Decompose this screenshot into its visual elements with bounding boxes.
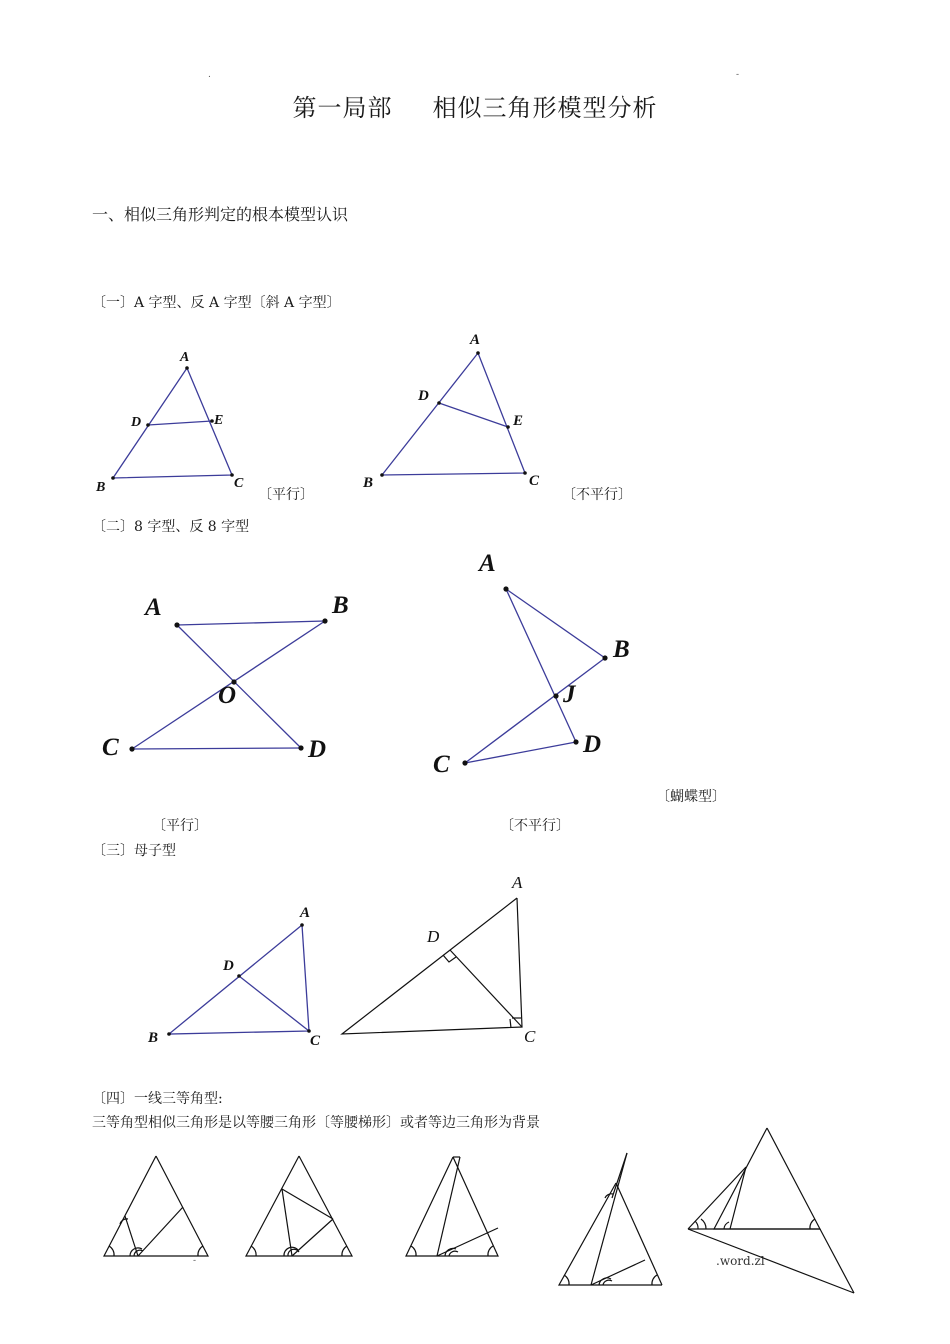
fig-three-angles-1-triangle xyxy=(104,1156,208,1256)
fig-three-angles-5-line-3 xyxy=(688,1229,854,1293)
fig-three-angles-2-line-1 xyxy=(282,1189,333,1219)
fig-three-angles-5-line-4 xyxy=(820,1229,854,1293)
part2-label-parallel: 〔平行〕 xyxy=(152,818,208,834)
fig-three-angles-1 xyxy=(104,1156,208,1256)
part3-heading: 〔三〕母子型 xyxy=(92,843,176,859)
fig-a-nonparallel-label-b: B xyxy=(363,475,374,491)
fig-three-angles-2-triangle xyxy=(246,1156,352,1256)
fig-mother-child-1-label-d: D xyxy=(223,958,234,974)
fig-a-parallel-label-a: A xyxy=(180,350,190,365)
fig-three-angles-4-line-4 xyxy=(591,1260,645,1285)
fig-a-parallel-label-d: D xyxy=(131,415,142,430)
fig-three-angles-5-triangle-top xyxy=(714,1128,820,1229)
part4-heading: 〔四〕一线三等角型: xyxy=(92,1091,223,1107)
fig-a-nonparallel-label-e: E xyxy=(513,413,524,429)
fig-mother-child-2-label-a: A xyxy=(512,873,523,892)
fig-mother-child-2-altitude xyxy=(450,950,522,1027)
fig-8-nonparallel-label-c: C xyxy=(433,751,450,778)
fig-mother-child-2-right-angle-d xyxy=(443,955,456,962)
fig-three-angles-4 xyxy=(559,1153,662,1285)
fig-mother-child-2 xyxy=(342,873,536,1046)
fig-mother-child-2-label-d: D xyxy=(427,927,440,946)
fig-8-parallel xyxy=(102,592,349,763)
fig-mother-child-1 xyxy=(147,905,321,1049)
fig-8-nonparallel xyxy=(433,550,630,778)
fig-8-nonparallel-label-d: D xyxy=(583,731,602,758)
fig-a-nonparallel-de-line xyxy=(439,403,508,427)
fig-a-parallel xyxy=(95,350,244,495)
fig-mother-child-1-outer xyxy=(169,925,309,1034)
header-mark-left: . xyxy=(208,70,211,80)
fig-8-nonparallel-cd-line xyxy=(465,742,576,763)
title-part-1: 第一局部 xyxy=(292,94,393,122)
fig-8-parallel-label-a: A xyxy=(145,594,162,621)
title-part-2: 相似三角形模型分析 xyxy=(432,94,658,122)
fig-8-parallel-label-o: O xyxy=(218,682,237,709)
fig-8-nonparallel-ab-line xyxy=(506,589,605,658)
fig-mother-child-1-label-a: A xyxy=(300,905,311,921)
fig-three-angles-1-line-2 xyxy=(138,1207,183,1256)
fig-three-angles-5-line-1 xyxy=(688,1167,746,1229)
fig-8-nonparallel-label-b: B xyxy=(613,636,630,663)
fig-a-nonparallel xyxy=(362,332,540,491)
fig-8-parallel-label-d: D xyxy=(308,736,327,763)
footer-watermark: .word.zl xyxy=(716,1254,765,1268)
fig-a-nonparallel-outer xyxy=(382,353,525,475)
fig-a-parallel-label-e: E xyxy=(214,413,224,428)
fig-three-angles-3 xyxy=(406,1157,498,1256)
section-heading: 一、相似三角形判定的根本模型认识 xyxy=(92,205,349,224)
fig-three-angles-3-line-1 xyxy=(437,1157,460,1256)
fig-a-parallel-label-c: C xyxy=(234,476,244,491)
part2-heading: 〔二〕8 字型、反 8 字型 xyxy=(92,519,250,535)
fig-a-nonparallel-label-c: C xyxy=(529,473,540,489)
part1-heading: 〔一〕A 字型、反 A 字型〔斜 A 字型〕 xyxy=(92,295,341,311)
fig-8-nonparallel-label-j: J xyxy=(563,681,576,708)
fig-a-nonparallel-label-a: A xyxy=(470,332,481,348)
fig-mother-child-1-label-b: B xyxy=(148,1030,159,1046)
fig-a-nonparallel-label-d: D xyxy=(418,388,429,404)
fig-8-parallel-ab-line xyxy=(177,621,325,625)
part1-label-nonparallel: 〔不平行〕 xyxy=(562,487,632,503)
fig-three-angles-2 xyxy=(246,1156,352,1256)
part1-label-parallel: 〔平行〕 xyxy=(258,487,314,503)
fig-8-parallel-label-c: C xyxy=(102,734,119,761)
part2-label-nonparallel: 〔不平行〕 xyxy=(500,818,570,834)
fig-mother-child-2-right-angle-c-a xyxy=(510,1019,511,1028)
fig-three-angles-5 xyxy=(688,1128,854,1293)
fig-8-parallel-cd-line xyxy=(132,748,301,749)
fig-8-nonparallel-ad-line xyxy=(506,589,576,742)
fig-three-angles-3-triangle xyxy=(406,1157,498,1256)
fig-a-parallel-de-line xyxy=(148,421,212,425)
fig-mother-child-1-label-c: C xyxy=(310,1033,321,1049)
footer-dash: - xyxy=(193,1256,197,1266)
fig-a-parallel-label-b: B xyxy=(96,480,106,495)
fig-mother-child-1-cd-line xyxy=(239,976,309,1031)
fig-mother-child-2-outer xyxy=(342,898,522,1034)
fig-mother-child-2-label-c: C xyxy=(524,1027,536,1046)
fig-8-parallel-ad-line xyxy=(177,625,301,748)
fig-three-angles-1-line-1 xyxy=(125,1216,138,1256)
fig-three-angles-4-triangle xyxy=(559,1183,662,1285)
fig-three-angles-2-line-2 xyxy=(282,1189,292,1256)
fig-8-nonparallel-label-a: A xyxy=(479,550,496,577)
part2-label-butterfly: 〔蝴蝶型〕 xyxy=(656,789,726,805)
header-mark-right: - xyxy=(736,70,740,80)
part4-description: 三等角型相似三角形是以等腰三角形〔等腰梯形〕或者等边三角形为背景 xyxy=(92,1115,540,1131)
fig-8-parallel-label-b: B xyxy=(332,592,349,619)
